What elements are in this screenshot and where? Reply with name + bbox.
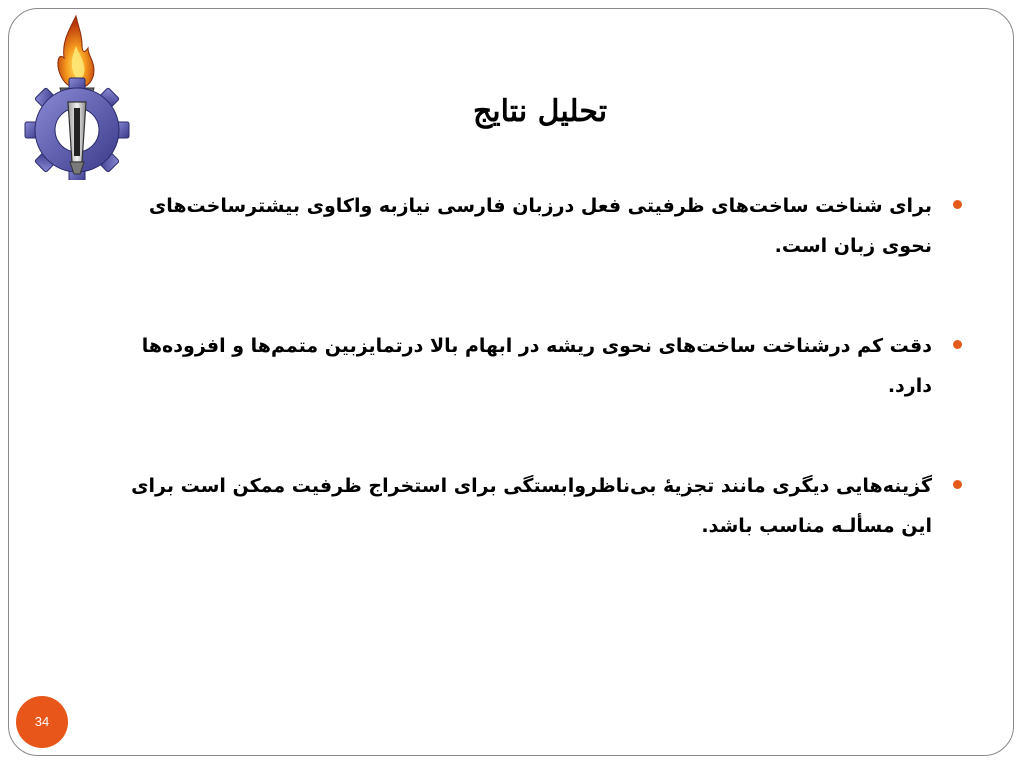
bullet-list (110, 186, 972, 546)
bullet-text: گزینه‌هایی دیگری مانند تجزیۀ بی‌ناظروابستگی برای استخراج ظرفیت ممکن است برای این مسألـه مناسب باشد. (131, 475, 932, 537)
bullet-dot-icon (953, 480, 962, 489)
bullet-item (110, 186, 972, 266)
bullet-text: برای شناخت ساخت‌های ظرفیتی فعل درزبان فارسی نیازبه واکاوی بیشترساخت‌های نحوی زبان است. (148, 195, 932, 257)
bullet-text: دقت کم درشناخت ساخت‌های نحوی ریشه در ابهام بالا درتمایزبین متمم‌ها و افزوده‌ها دارد. (141, 335, 932, 397)
bullet-dot-icon (953, 200, 962, 209)
slide-title: تحلیل نتایج (472, 94, 608, 129)
bullet-item (110, 326, 972, 406)
page-number-badge: 34 (16, 696, 68, 748)
bullet-item (110, 466, 972, 546)
torch-gear-logo-icon (18, 12, 136, 180)
bullet-dot-icon (953, 340, 962, 349)
